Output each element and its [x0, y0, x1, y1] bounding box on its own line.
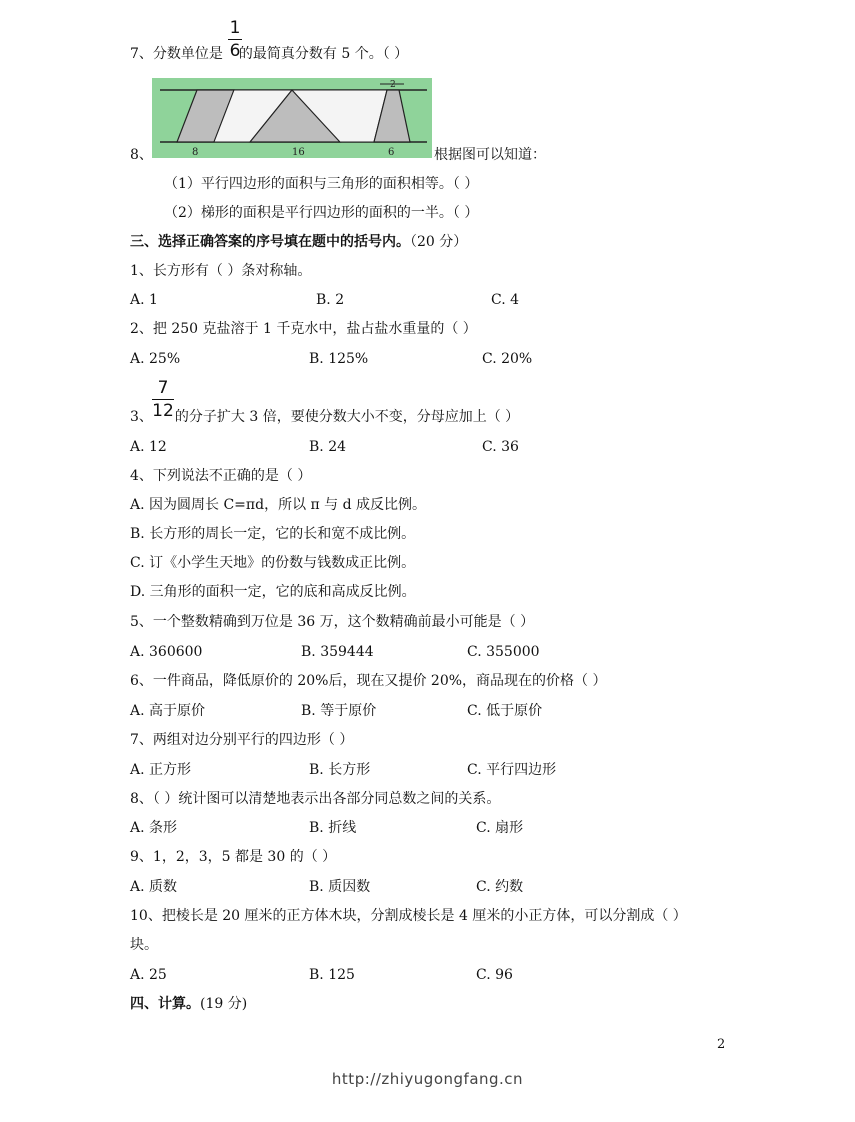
option-b: B. 24 [309, 439, 347, 455]
label-middle: 16 [292, 147, 305, 158]
footer-url[interactable]: http://zhiyugongfang.cn [331, 1070, 524, 1088]
option-a-statement: A. 因为圆周长 C=πd，所以 π 与 d 成反比例。 [130, 497, 427, 513]
section-3-heading [130, 233, 467, 251]
question-text: 7、分数单位是 [130, 46, 223, 62]
choice-question-6: 6、一件商品，降低原价的 20%后，现在又提价 20%，商品现在的价格（ ） [130, 673, 607, 689]
section-title: 三、选择正确答案的序号填在题中的括号内。 [130, 234, 410, 250]
option-a: A. 1 [130, 292, 158, 308]
option-c: C. 355000 [467, 644, 540, 660]
option-b-statement: B. 长方形的周长一定，它的长和宽不成比例。 [130, 526, 416, 542]
option-b: B. 125 [309, 967, 355, 983]
section-score: (19 分) [200, 996, 248, 1012]
fraction-denominator: 6 [229, 41, 241, 61]
choice-question-4: 4、下列说法不正确的是（ ） [130, 468, 312, 484]
question-text: 的最简真分数有 5 个。（ ） [238, 46, 409, 62]
choice-question-10-cont: 块。 [130, 937, 158, 953]
option-b: B. 359444 [301, 644, 374, 660]
fraction-denominator: 12 [152, 401, 174, 421]
question-8-judge-text: 根据图可以知道： [434, 147, 546, 163]
option-c: C. 平行四边形 [467, 762, 557, 778]
question-8-sub2: （2）梯形的面积是平行四边形的面积的一半。（ ） [164, 205, 479, 221]
option-a: A. 12 [130, 439, 167, 455]
question-8-sub1: （1）平行四边形的面积与三角形的面积相等。（ ） [164, 176, 479, 192]
option-b: B. 质因数 [309, 879, 371, 895]
option-a: A. 25% [130, 351, 181, 367]
option-c: C. 约数 [476, 879, 524, 895]
choice-question-8: 8、（ ）统计图可以清楚地表示出各部分同总数之间的关系。 [130, 791, 501, 807]
label-top-gap: 2 [390, 80, 396, 90]
section-4-heading [130, 995, 247, 1013]
option-c: C. 96 [476, 967, 513, 983]
label-left: 8 [192, 147, 199, 158]
option-b: B. 折线 [309, 820, 357, 836]
option-c: C. 36 [482, 439, 519, 455]
choice-question-1: 1、长方形有（ ）条对称轴。 [130, 263, 312, 279]
option-c: C. 低于原价 [467, 703, 543, 719]
option-c: C. 扇形 [476, 820, 524, 836]
option-a: A. 高于原价 [130, 703, 206, 719]
option-a: A. 质数 [130, 879, 178, 895]
choice-question-7: 7、两组对边分别平行的四边形（ ） [130, 732, 354, 748]
option-b: B. 125% [309, 351, 369, 367]
fraction-numerator: 7 [157, 378, 169, 398]
option-a: A. 条形 [130, 820, 178, 836]
option-a: A. 正方形 [130, 762, 192, 778]
question-text: 的分子扩大 3 倍，要使分数大小不变，分母应加上（ ） [174, 409, 520, 425]
parallelogram-triangle-trapezoid-diagram [152, 78, 432, 158]
fraction-numerator: 1 [229, 18, 241, 38]
choice-question-10: 10、把棱长是 20 厘米的正方体木块，分割成棱长是 4 厘米的小正方体，可以分割成（ ） [130, 908, 687, 924]
question-number: 3、 [130, 409, 153, 425]
option-d-statement: D. 三角形的面积一定，它的底和高成反比例。 [130, 584, 416, 600]
section-score: （20 分） [410, 234, 468, 250]
label-right: 6 [388, 147, 395, 158]
option-c: C. 20% [482, 351, 533, 367]
question-7-judge [130, 45, 408, 63]
choice-question-3 [130, 408, 519, 426]
choice-question-9: 9、1，2，3，5 都是 30 的（ ） [130, 849, 337, 865]
option-b: B. 等于原价 [301, 703, 377, 719]
option-b: B. 2 [316, 292, 345, 308]
option-a: A. 25 [130, 967, 167, 983]
question-8-judge-number: 8、 [130, 147, 153, 163]
option-c-statement: C. 订《小学生天地》的份数与钱数成正比例。 [130, 555, 416, 571]
option-a: A. 360600 [130, 644, 203, 660]
option-b: B. 长方形 [309, 762, 371, 778]
option-c: C. 4 [491, 292, 520, 308]
geometry-figure [152, 78, 432, 158]
choice-question-5: 5、一个整数精确到万位是 36 万，这个数精确前最小可能是（ ） [130, 614, 535, 630]
page-number: 2 [717, 1037, 726, 1052]
choice-question-2: 2、把 250 克盐溶于 1 千克水中，盐占盐水重量的（ ） [130, 321, 477, 337]
section-title: 四、计算。 [130, 996, 200, 1012]
